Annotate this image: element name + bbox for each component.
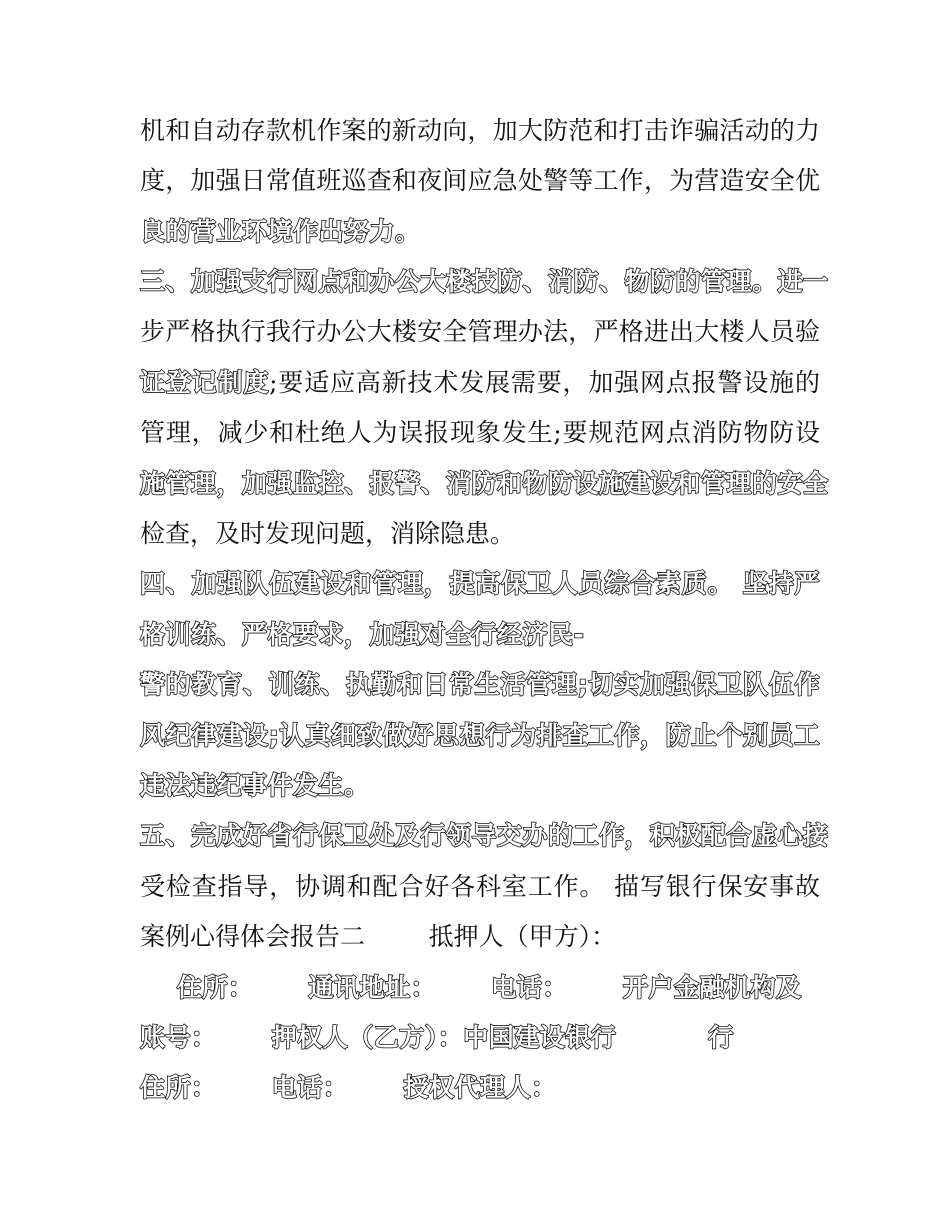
text-line: 格训练、严格要求，加强对全行经济民- [140,620,585,649]
text-line: 步严格执行我行办公大楼安全管理办法，严格进出大楼人员验 [140,317,820,346]
text-line: 管理，减少和杜绝人为误报现象发生;要规范网点消防物防设 [140,418,820,447]
text-line-mixed [140,363,820,403]
text-line: 警的教育、训练、执勤和日常生活管理;切实加强保卫队伍作 [140,670,820,699]
text-line: 良的营业环境作出努力。 [140,217,421,246]
form-line-address: 住所： 通讯地址： 电话： 开户金融机构及 [140,973,802,1002]
section-heading-4: 四、加强队伍建设和管理，提高保卫人员综合素质。 坚持严 [140,569,820,598]
text-line: 风纪律建设;认真细致做好思想行为排查工作，防止个别员工 [140,721,820,750]
section-heading-5: 五、完成好省行保卫处及行领导交办的工作，积极配合虚心接 [140,821,829,850]
form-line-account: 账号： 押权人（乙方）：中国建设银行 行 [140,1023,734,1052]
text-line: 违法违纪事件发生。 [140,771,370,800]
text-line: 检查，及时发现问题，消除隐患。 [140,519,516,548]
form-line-residence: 住所： 电话： 授权代理人： [140,1073,557,1102]
text-line: 受检查指导，协调和配合好各科室工作。 描写银行保安事故 [140,872,820,901]
text-line: 度，加强日常值班巡查和夜间应急处警等工作，为营造安全优 [140,166,820,195]
text-line: 机和自动存款机作案的新动向，加大防范和打击诈骗活动的力 [140,116,820,145]
text-line: 施管理，加强监控、报警、消防和物防设施建设和管理的安全 [140,469,829,498]
text-run-outline: 证登记制度 [140,368,270,397]
section-heading-3: 三、加强支行网点和办公大楼技防、消防、物防的管理。进一 [140,267,829,296]
text-line: 案例心得体会报告二 抵押人（甲方）： [140,922,617,951]
text-run-plain: ;要适应高新技术发展需要，加强网点报警设施的 [269,368,820,397]
